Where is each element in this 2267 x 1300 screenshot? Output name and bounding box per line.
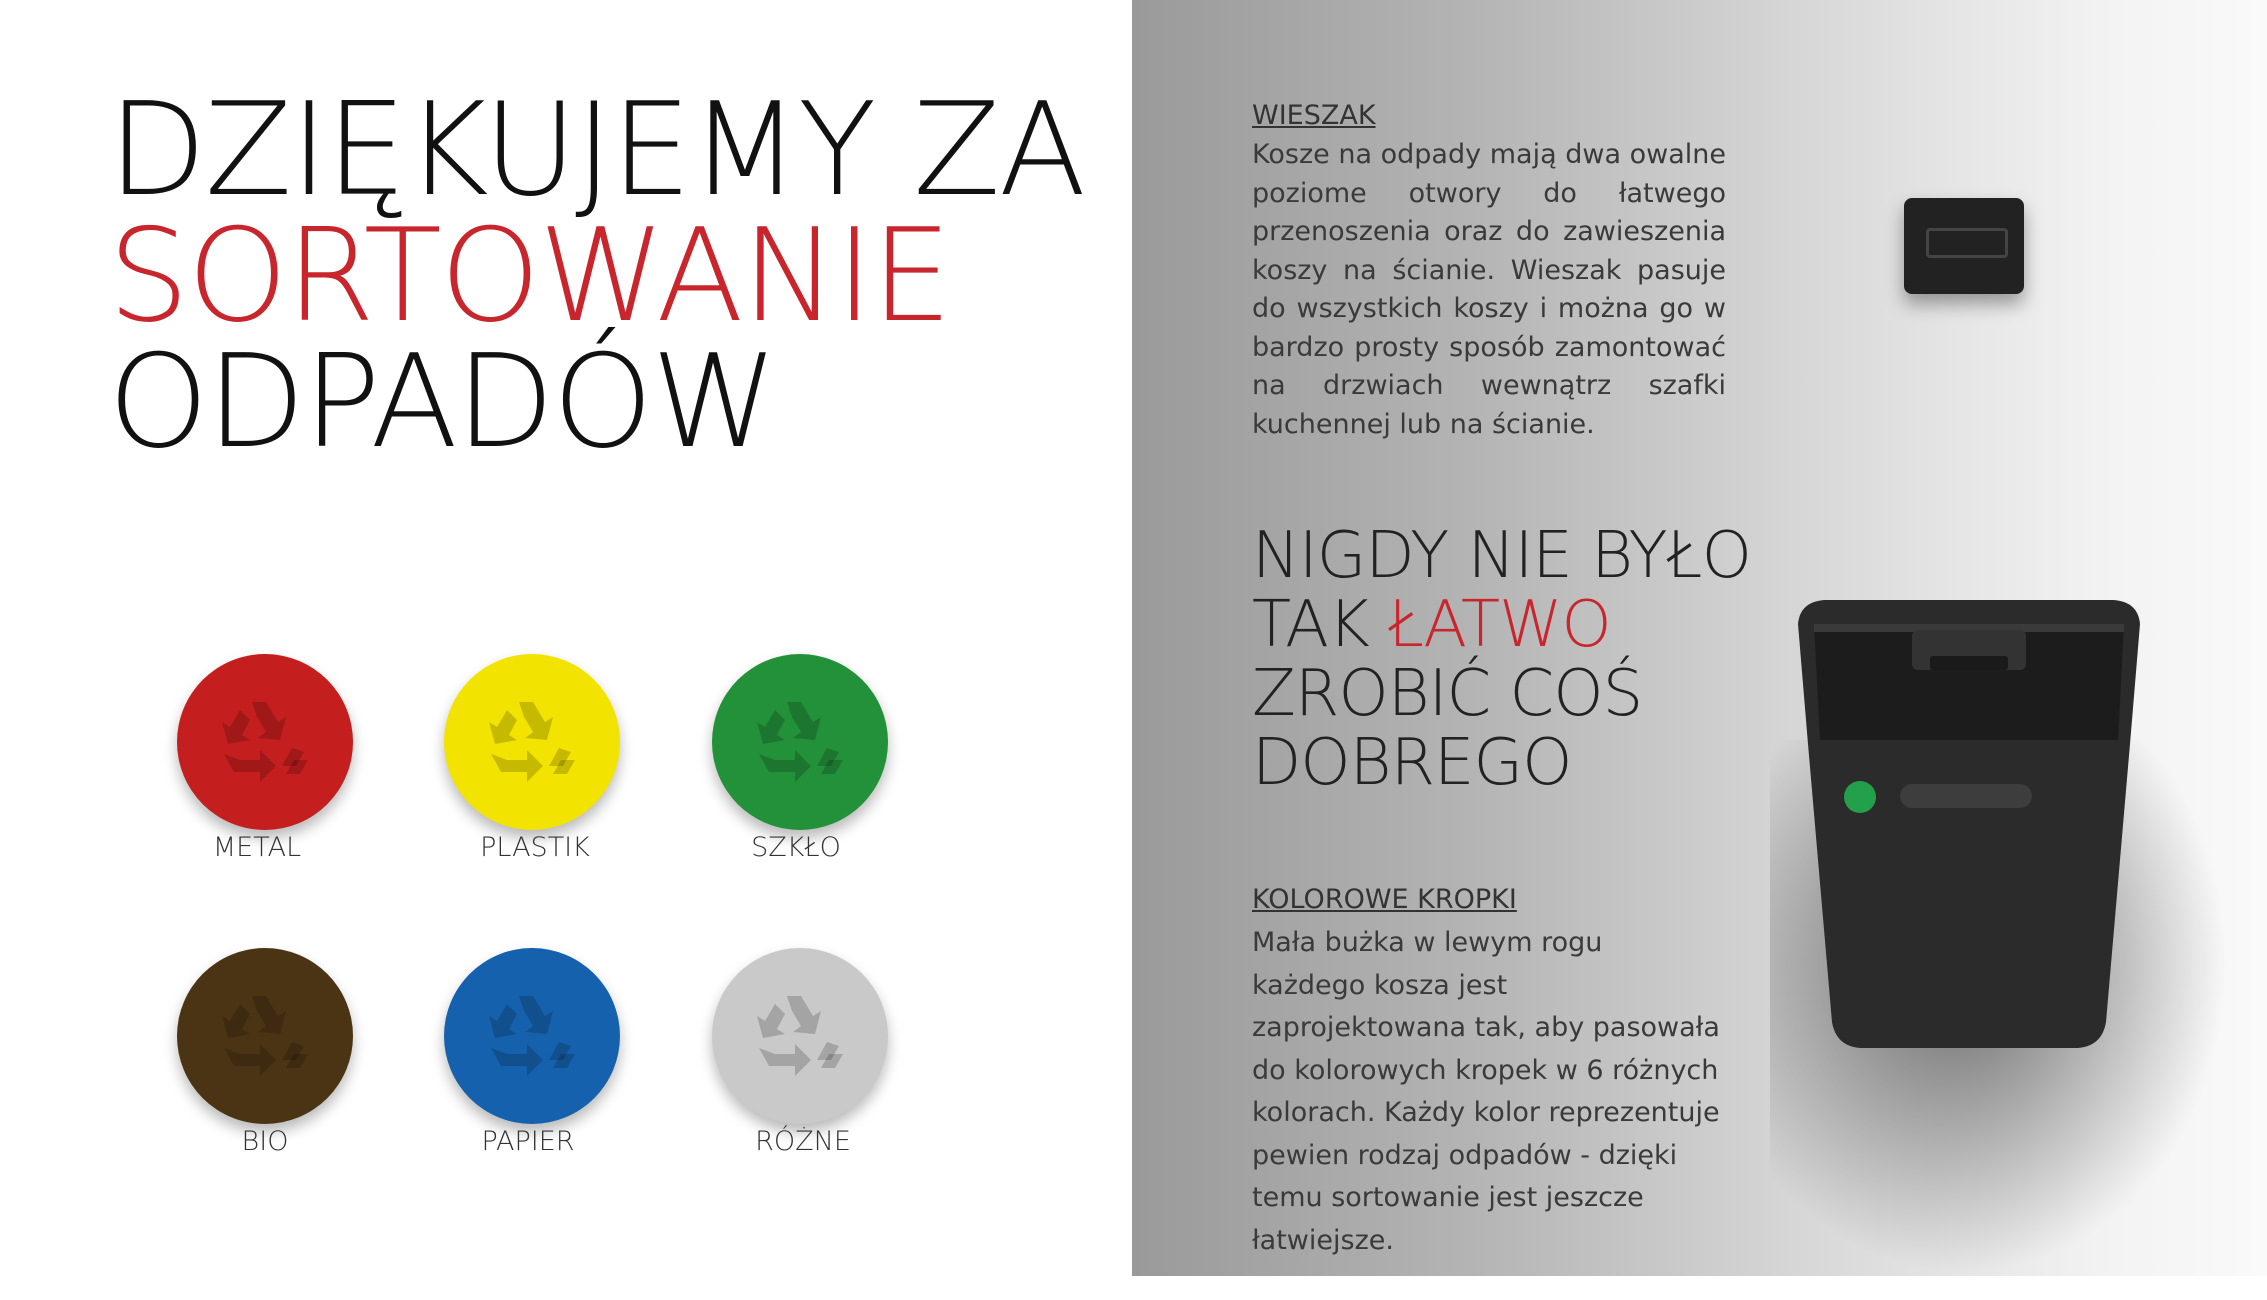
dots-section-title: KOLOROWE KROPKI <box>1252 884 1517 915</box>
color-dot-label: SZKŁO <box>751 832 841 863</box>
hanger-image <box>1904 198 2024 294</box>
color-dot-label: PLASTIK <box>480 832 590 863</box>
headline-line-1: DZIĘKUJEMY ZA <box>108 76 1085 225</box>
color-dot-metal <box>177 654 353 830</box>
color-dot-bio <box>177 948 353 1124</box>
tagline-line-2-accent: ŁATWO <box>1388 588 1611 662</box>
recycle-icon <box>467 971 597 1101</box>
tagline-line-1: NIGDY NIE BYŁO <box>1252 519 1751 593</box>
headline-line-2: SORTOWANIE <box>108 202 951 351</box>
tagline-line-2 <box>1252 588 1751 662</box>
color-dot-plastik <box>444 654 620 830</box>
headline-line-3: ODPADÓW <box>108 328 776 477</box>
tagline-line-4: DOBREGO <box>1252 726 1572 800</box>
dots-section-text: Mała bużka w lewym rogu każdego kosza jest zaprojektowana tak, aby pasowała do kolorowych kropek w 6 różnych kolorach. Każdy kolor reprezentuje pewien rodzaj odpadów - dzięki temu sortowanie jest jeszcze łatwiejsze. <box>1252 927 1720 1256</box>
recycle-icon <box>200 971 330 1101</box>
color-dot-label: BIO <box>241 1126 289 1157</box>
recycle-icon <box>735 677 865 807</box>
headline <box>108 76 1085 477</box>
color-dot-papier <box>444 948 620 1124</box>
color-dot-label: PAPIER <box>481 1126 575 1157</box>
color-dot-label: METAL <box>212 832 302 863</box>
tagline-line-2-prefix: TAK <box>1252 588 1389 662</box>
hanger-section-text: Kosze na odpady mają dwa owalne poziome otwory do łatwego przenoszenia oraz do zawieszenia koszy na ścianie. Wieszak pasuje do wszystkich koszy i można go w bardzo prosty sposób zamontować na drzwiach wewnątrz szafki kuchennej lub na ścianie. <box>1252 139 1726 440</box>
recycle-icon <box>467 677 597 807</box>
recycle-icon <box>200 677 330 807</box>
color-dot-szkło <box>712 654 888 830</box>
recycle-icon <box>735 971 865 1101</box>
hanger-section-title: WIESZAK <box>1252 100 1376 131</box>
color-dot-różne <box>712 948 888 1124</box>
left-panel <box>0 0 1132 1276</box>
tagline <box>1252 519 1751 800</box>
color-dot-label: RÓŻNE <box>755 1126 851 1157</box>
tagline-line-3: ZROBIĆ COŚ <box>1252 657 1643 731</box>
bin-image <box>1794 594 2144 1054</box>
